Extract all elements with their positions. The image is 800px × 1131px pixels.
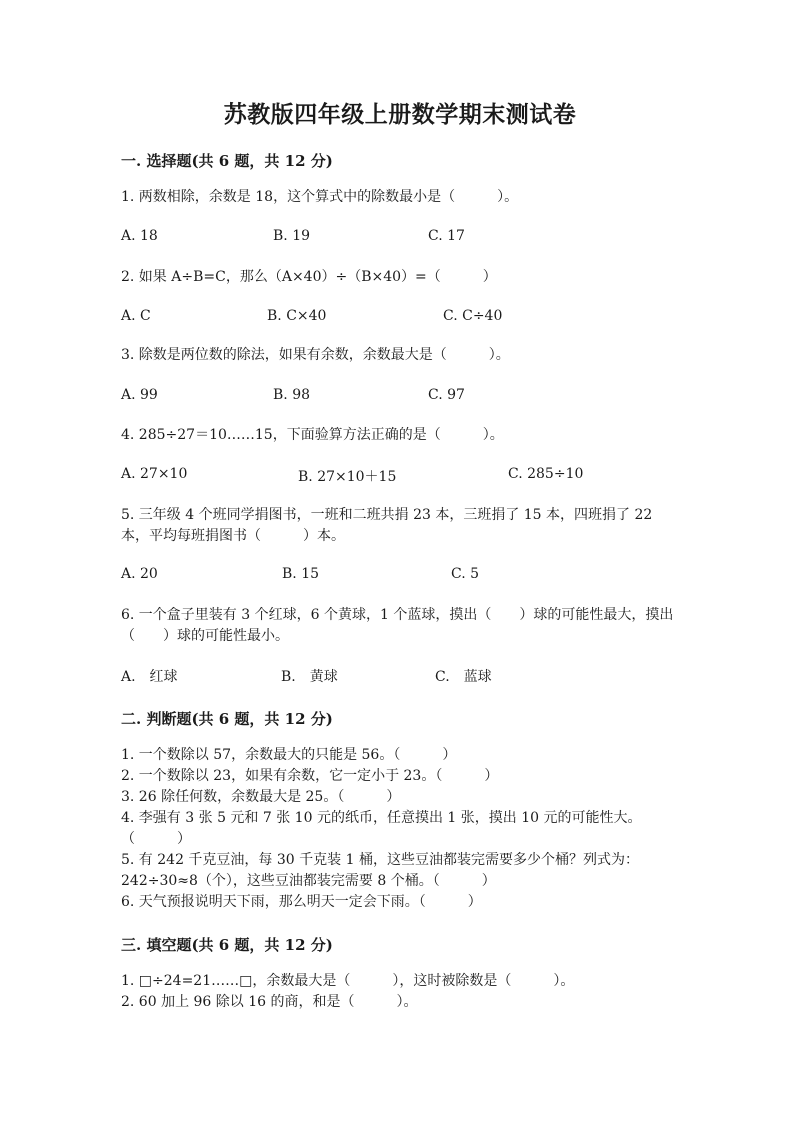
choice-option-5a: A. 20 xyxy=(121,566,158,582)
choice-option-4a: A. 27×10 xyxy=(121,466,188,482)
choice-option-1c: C. 17 xyxy=(428,228,465,244)
judge-item-4: 4. 李强有 3 张 5 元和 7 张 10 元的纸币，任意摸出 1 张，摸出 10 元的可能性大。 （ ） xyxy=(121,810,663,847)
choice-option-2b: B. C×40 xyxy=(267,308,327,324)
choice-question-3: 3. 除数是两位数的除法，如果有余数，余数最大是（ ）。 xyxy=(121,347,510,363)
choice-option-2c: C. C÷40 xyxy=(443,308,503,324)
judge-item-6: 6. 天气预报说明天下雨，那么明天一定会下雨。（ ） xyxy=(121,894,482,910)
choice-option-2a: A. C xyxy=(121,308,151,324)
judge-item-2: 2. 一个数除以 23，如果有余数，它一定小于 23。（ ） xyxy=(121,768,499,784)
fill-item-1: 1. □÷24=21……□，余数最大是（ ），这时被除数是（ ）。 xyxy=(121,973,575,989)
choice-option-6b: B. 黄球 xyxy=(281,669,338,685)
judge-item-5: 5. 有 242 千克豆油，每 30 千克装 1 桶，这些豆油都装完需要多少个桶？列式为：242÷30≈8（个），这些豆油都装完需要 8 个桶。（ ） xyxy=(121,852,639,889)
exam-title: 苏教版四年级上册数学期末测试卷 xyxy=(223,101,577,128)
choice-option-5b: B. 15 xyxy=(282,566,320,582)
choice-option-6c: C. 蓝球 xyxy=(435,669,492,685)
choice-option-5c: C. 5 xyxy=(451,566,480,582)
choice-option-3a: A. 99 xyxy=(121,387,158,403)
choice-question-2: 2. 如果 A÷B=C，那么（A×40）÷（B×40）=（ ） xyxy=(121,269,497,285)
choice-option-4c: C. 285÷10 xyxy=(508,466,584,482)
judge-item-1: 1. 一个数除以 57，余数最大的只能是 56。（ ） xyxy=(121,747,457,763)
choice-question-6: 6. 一个盒子里装有 3 个红球，6 个黄球，1 个蓝球，摸出（ ）球的可能性最大，摸出（ ）球的可能性最小。 xyxy=(121,607,674,644)
choice-option-1a: A. 18 xyxy=(121,228,158,244)
choice-option-1b: B. 19 xyxy=(273,228,311,244)
section-heading-choice: 一. 选择题(共 6 题，共 12 分) xyxy=(121,152,333,170)
judge-item-3: 3. 26 除任何数，余数最大是 25。（ ） xyxy=(121,789,401,805)
choice-option-6a: A. 红球 xyxy=(121,669,178,685)
fill-item-2: 2. 60 加上 96 除以 16 的商，和是（ ）。 xyxy=(121,994,418,1010)
choice-question-4: 4. 285÷27＝10……15，下面验算方法正确的是（ ）。 xyxy=(121,427,504,443)
choice-option-3c: C. 97 xyxy=(428,387,465,403)
choice-option-3b: B. 98 xyxy=(273,387,311,403)
choice-option-4b: B. 27×10＋15 xyxy=(298,469,397,485)
section-heading-judge: 二. 判断题(共 6 题，共 12 分) xyxy=(121,710,333,728)
choice-question-5: 5. 三年级 4 个班同学捐图书，一班和二班共捐 23 本，三班捐了 15 本，四班捐了 22 本，平均每班捐图书（ ）本。 xyxy=(121,507,653,544)
section-heading-fill: 三. 填空题(共 6 题，共 12 分) xyxy=(121,936,333,954)
choice-question-1: 1. 两数相除，余数是 18，这个算式中的除数最小是（ ）。 xyxy=(121,189,519,205)
